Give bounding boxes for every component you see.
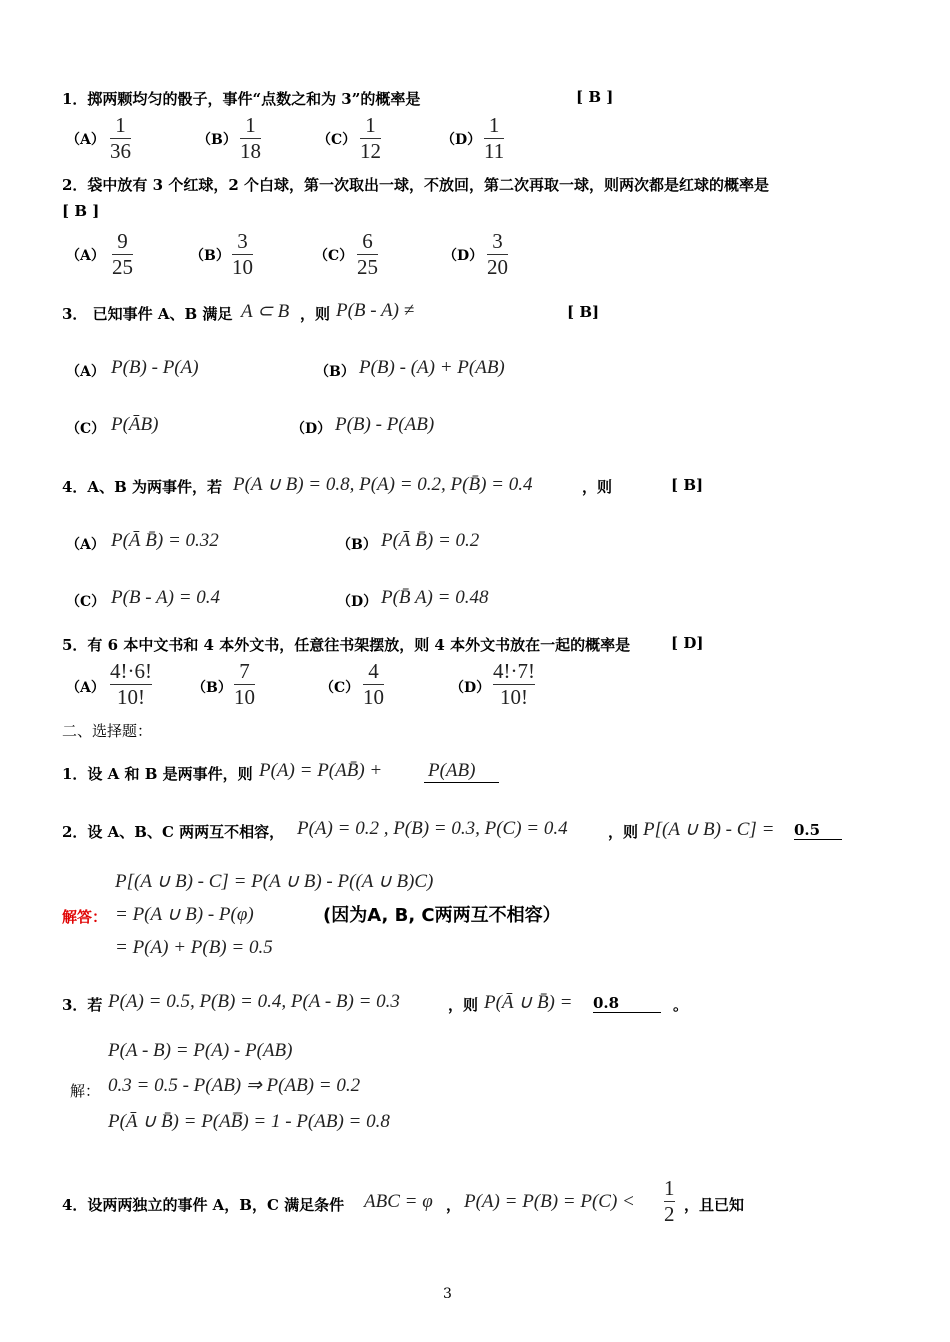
q2-opt-d-label: （D）: [443, 248, 484, 264]
f2-stem: 2．设 A、B、C 两两互不相容，: [62, 823, 285, 841]
q3-condition: A ⊂ B: [241, 301, 290, 322]
q3-answer: [ B]: [567, 303, 600, 321]
q3-opt-d-expr: P(B) - P(AB): [335, 414, 435, 435]
q2-opt-b-fraction: 3 10: [232, 229, 253, 279]
q1-opt-a-label: （A）: [66, 132, 105, 148]
q3-opt-b-label: （B）: [315, 364, 355, 380]
q3-stem-b: ，则: [300, 305, 331, 323]
q3-stem: 3． 已知事件 A、B 满足: [62, 305, 233, 323]
f3-stem: 3．若: [62, 996, 103, 1014]
f2-solution-note: (因为A, B, C两两互不相容）: [323, 905, 561, 926]
q5-opt-d-label: （D）: [450, 680, 491, 696]
q4-opt-b-label: （B）: [337, 537, 377, 553]
q5-opt-b-label: （B）: [192, 680, 232, 696]
q2-opt-d-fraction: 3 20: [487, 229, 508, 279]
q5-stem: 5．有 6 本中文书和 4 本外文书，任意往书架摆放，则 4 本外文书放在一起的概率是: [62, 636, 631, 654]
q2-opt-c-fraction: 6 25: [357, 229, 378, 279]
q4-condition: P(A ∪ B) = 0.8, P(A) = 0.2, P(B̄) = 0.4: [233, 474, 533, 495]
q2-opt-a-label: （A）: [66, 248, 105, 264]
q2-opt-c-label: （C）: [314, 248, 354, 264]
q2-opt-b-label: （B）: [190, 248, 230, 264]
f4-fraction: 1 2: [664, 1176, 675, 1226]
q3-opt-a-label: （A）: [66, 364, 105, 380]
f1-expression: P(A) = P(AB̄) +: [259, 760, 383, 781]
f3-expression: P(Ā ∪ B̄) =: [484, 992, 573, 1013]
f1-answer-blank: P(AB): [424, 760, 499, 783]
q4-stem-b: ，则: [582, 478, 613, 496]
f2-condition: P(A) = 0.2 , P(B) = 0.3, P(C) = 0.4: [297, 818, 568, 839]
f3-solution-line-2: 0.3 = 0.5 - P(AB) ⇒ P(AB) = 0.2: [108, 1075, 361, 1096]
q4-opt-d-label: （D）: [337, 594, 378, 610]
q1-opt-b-label: （B）: [197, 132, 237, 148]
f2-solution-line-1: P[(A ∪ B) - C] = P(A ∪ B) - P((A ∪ B)C): [115, 871, 434, 892]
q4-opt-b-expr: P(Ā B̄) = 0.2: [381, 530, 480, 551]
q3-opt-b-expr: P(B) - (A) + P(AB): [359, 357, 505, 378]
q3-opt-a-expr: P(B) - P(A): [111, 357, 199, 378]
f2-solution-line-3: = P(A) + P(B) = 0.5: [115, 937, 273, 958]
q5-opt-a-fraction: 4!·6! 10!: [110, 659, 152, 709]
q2-answer: [ B ]: [62, 202, 100, 220]
q5-answer: [ D]: [671, 634, 704, 652]
q1-opt-c-label: （C）: [317, 132, 357, 148]
f3-tail: 。: [673, 996, 689, 1014]
q1-answer: [ B ]: [576, 88, 614, 106]
q4-opt-a-expr: P(Ā B̄) = 0.32: [111, 530, 219, 551]
f3-condition: P(A) = 0.5, P(B) = 0.4, P(A - B) = 0.3: [108, 991, 400, 1012]
f1-stem: 1．设 A 和 B 是两事件，则: [62, 765, 253, 783]
q2-opt-a-fraction: 9 25: [112, 229, 133, 279]
f4-tail: ，且已知: [684, 1196, 745, 1214]
q1-opt-b-fraction: 1 18: [240, 113, 261, 163]
q1-opt-d-label: （D）: [441, 132, 482, 148]
q5-opt-a-label: （A）: [66, 680, 105, 696]
f3-stem-b: ，则: [448, 996, 479, 1014]
f2-stem-b: ，则: [608, 823, 639, 841]
q5-opt-b-fraction: 7 10: [234, 659, 255, 709]
q3-opt-c-label: （C）: [66, 421, 106, 437]
q4-opt-c-label: （C）: [66, 594, 106, 610]
q4-stem: 4．A、B 为两事件，若: [62, 478, 222, 496]
q3-opt-c-expr: P(ĀB): [111, 414, 159, 435]
f4-stem: 4．设两两独立的事件 A，B，C 满足条件: [62, 1196, 345, 1214]
q5-opt-d-fraction: 4!·7! 10!: [493, 659, 535, 709]
f3-answer: 0.8: [593, 994, 661, 1013]
f2-solution-line-2: = P(A ∪ B) - P(φ): [115, 904, 254, 925]
q4-opt-c-expr: P(B - A) = 0.4: [111, 587, 221, 608]
q1-opt-c-fraction: 1 12: [360, 113, 381, 163]
q3-expression: P(B - A) ≠: [336, 300, 415, 321]
f2-expression: P[(A ∪ B) - C] =: [643, 819, 775, 840]
q4-opt-d-expr: P(B̄ A) = 0.48: [381, 587, 489, 608]
q4-answer: [ B]: [671, 476, 704, 494]
q1-opt-d-fraction: 1 11: [484, 113, 505, 163]
q5-opt-c-label: （C）: [320, 680, 360, 696]
f4-separator: ，: [446, 1196, 462, 1214]
f2-answer: 0.5: [794, 821, 842, 840]
q5-opt-c-fraction: 4 10: [363, 659, 384, 709]
f3-solution-line-3: P(Ā ∪ B̄) = P(AB̅) = 1 - P(AB) = 0.8: [108, 1111, 390, 1132]
f4-expression: P(A) = P(B) = P(C) <: [464, 1191, 635, 1212]
q3-opt-d-label: （D）: [291, 421, 332, 437]
q4-opt-a-label: （A）: [66, 537, 105, 553]
f3-solution-line-1: P(A - B) = P(A) - P(AB): [108, 1040, 293, 1061]
f2-solution-label: 解答：: [62, 908, 108, 926]
f3-solution-label: 解：: [70, 1082, 101, 1100]
page-number: 3: [443, 1286, 452, 1302]
q2-stem: 2．袋中放有 3 个红球，2 个白球，第一次取出一球，不放回，第二次再取一球，则两次都是红球的概率是: [62, 176, 769, 194]
section2-title: 二、选择题：: [62, 722, 153, 740]
q1-stem: 1．掷两颗均匀的骰子，事件“点数之和为 3”的概率是: [62, 90, 421, 108]
f4-condition: ABC = φ: [364, 1191, 433, 1212]
q1-opt-a-fraction: 1 36: [110, 113, 131, 163]
